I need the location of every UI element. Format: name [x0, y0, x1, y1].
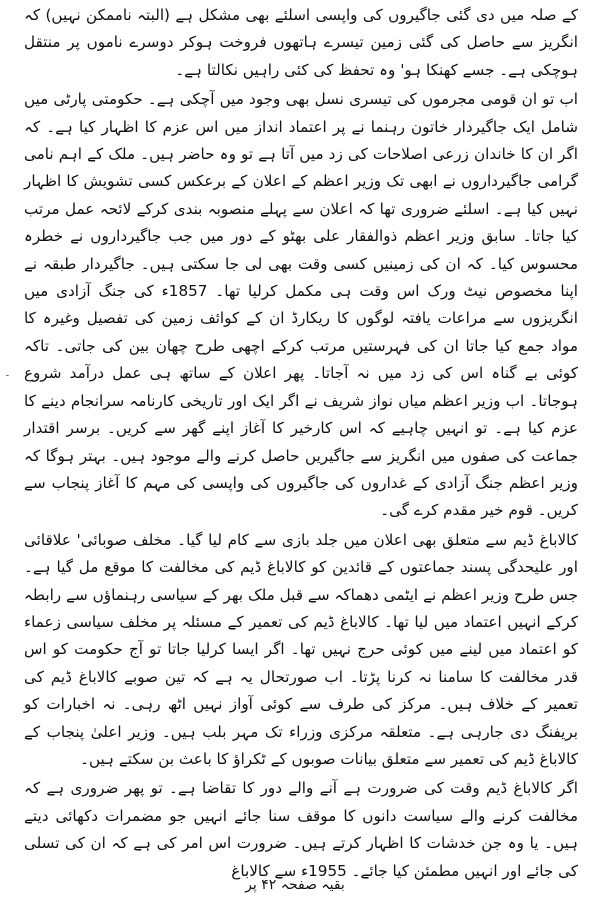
article-paragraph-4: اگر کالاباغ ڈیم وقت کی ضرورت ہے آنے والے دور کا تقاضا ہے۔ تو پھر ضروری ہے کہ مخالفت کرنے والے سیاست دانوں کا موقف سنا جائے انہیں جو مضمرات دکھائی دیتے ہیں۔ یا وہ جن خدشات کا اظہار کرتے ہیں۔ ضرورت اس امر کی ہے کہ ان کی تسلی کی جائے اور انہیں مطمئن کیا جائے۔ 1955ء سے کالاباغ [24, 779, 578, 880]
article-paragraph-3: کالاباغ ڈیم سے متعلق بھی اعلان میں جلد بازی سے کام لیا گیا۔ مخلف صوبائی' علاقائی اور علیحدگی پسند جماعتوں کے قائدین کو کالاباغ ڈیم کی مخالفت کا موقع مل گیا ہے۔ جس طرح وزیر اعظم نے ایٹمی دھماکہ سے قبل ملک بھر کے سیاسی رہنماؤں سے رابطہ کرکے انہیں اعتماد میں لیا تھا۔ کالاباغ ڈیم کی تعمیر کے مسئلہ پر مخلف سیاسی زعماء کو اعتماد میں لینے میں کوئی حرج نہیں تھا۔ اگر ایسا کرلیا جاتا تو آج حکومت کو اس قدر مخالفت کا سامنا نہ کرنا پڑتا۔ اب صورتحال یہ ہے کہ تین صوبے کالاباغ ڈیم کی تعمیر کے خلاف ہیں۔ مرکز کی طرف سے کوئی آواز نہیں اٹھ رہی۔ نہ اخبارات کو بریفنگ دی جارہی ہے۔ متعلقہ مرکزی وزراء تک مہر بلب ہیں۔ وزیر اعلیٰ پنجاب کے کالاباغ ڈیم کی تعمیر سے متعلق بیانات صوبوں کے ٹکراؤ کا باعث بن سکتے ہیں۔ [24, 530, 578, 768]
article-column [24, 2, 578, 885]
article-paragraph-1: کے صلہ میں دی گئی جاگیروں کی واپسی اسلئے بھی مشکل ہے (البتہ ناممکن نہیں) کہ انگریز سے حاصل کی گئی زمین تیسرے ہاتھوں فروخت ہوکر دوسرے ناموں پر منتقل ہوچکی ہے۔ جسے کھنکا ہو' وہ تحفظ کی کئی راہیں نکالتا ہے۔ [24, 6, 578, 79]
continuation-note: بقیہ صفحہ ۴۲ پر [245, 877, 345, 893]
article-paragraph-2: اب تو ان قومی مجرموں کی تیسری نسل بھی وجود میں آچکی ہے۔ حکومتی پارٹی میں شامل ایک جاگیردار خاتون رہنما نے پر اعتماد انداز میں اس عزم کا اظہار کیا ہے۔ کہ اگر ان کا خاندان زرعی اصلاحات کی زد میں آتا ہے تو وہ حاضر ہیں۔ ملک کے اہم نامی گرامی جاگیرداروں نے ابھی تک وزیر اعظم کے اعلان کے برعکس کسی تشویش کا اظہار نہیں کیا ہے۔ اسلئے ضروری تھا کہ اعلان سے پہلے منصوبہ بندی کرکے لائحہ عمل مرتب کیا جاتا۔ سابق وزیر اعظم ذوالفقار علی بھٹو کے دور میں جب جاگیرداروں نے خطرہ محسوس کیا۔ کہ ان کی زمینیں کسی وقت بھی لی جا سکتی ہیں۔ جاگیردار طبقہ نے اپنا مخصوص نیٹ ورک اس وقت ہی مکمل کرلیا تھا۔ 1857ء کی جنگ آزادی میں انگریزوں سے مراعات یافتہ لوگوں کا ریکارڈ ان کے کوائف زمین کی تفصیل وغیرہ کا مواد جمع کیا جاتا ان کی فہرستیں مرتب کرکے اچھی طرح چھان بین کی جاتی۔ تاکہ کوئی بے گناہ اس کی زد میں نہ آجاتا۔ پھر اعلان کے ساتھ ہی عمل درآمد شروع ہوجاتا۔ اب وزیر اعظم میاں نواز شریف نے اگر ایک اور تاریخی کارنامہ سرانجام دینے کا عزم کیا ہے۔ تو انہیں چاہیے کہ اس کارخیر کا آغاز اپنے گھر سے کریں۔ برسر اقتدار جماعت کی صفوں میں انگریز سے جاگیریں حاصل کرنے والے موجود ہیں۔ بہتر ہوگا کہ وزیر اعظم جنگ آزادی کے غداروں کی جاگیروں کی واپسی کی مہم کا آغاز پنجاب سے کریں۔ قوم خیر مقدم کرے گی۔ [24, 90, 578, 520]
scan-margin-mark: ـ [6, 369, 9, 379]
